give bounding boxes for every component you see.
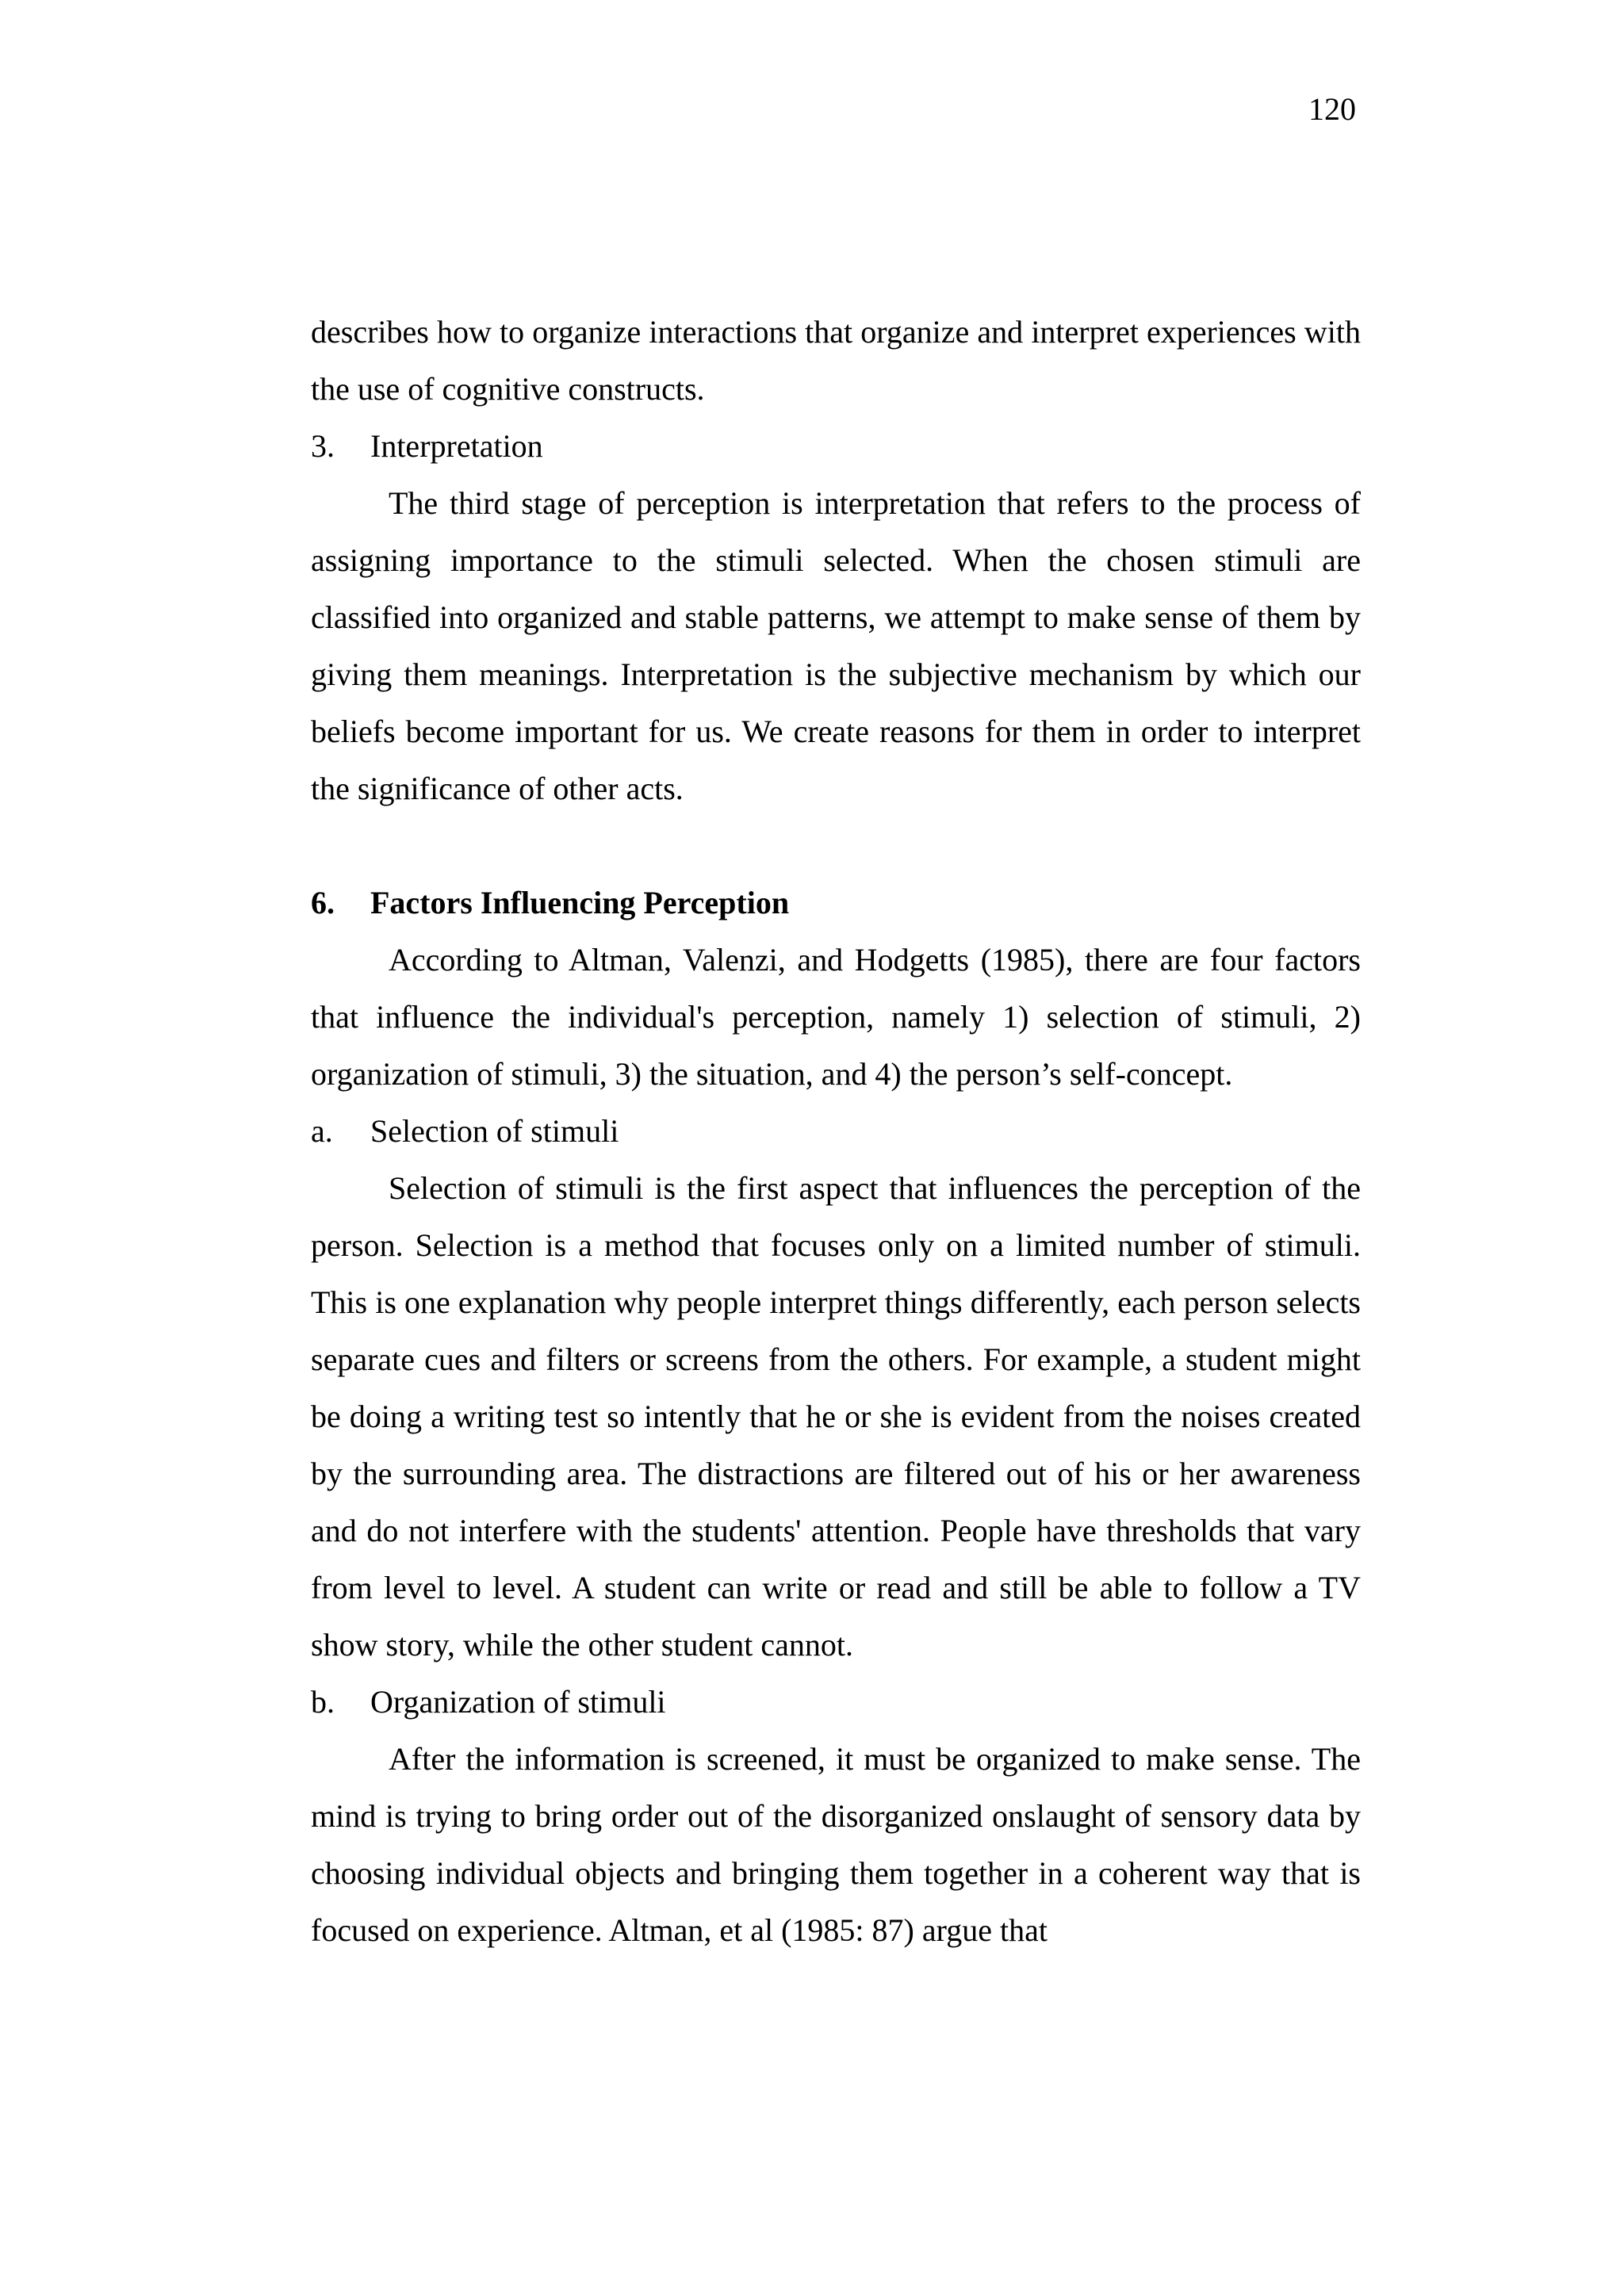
page-number: 120 (1308, 91, 1356, 127)
section-number: 6. (311, 885, 335, 920)
interpretation-paragraph: The third stage of perception is interpretation that refers to the process of assigning importance to the stimuli selected. When the chosen stimuli are classified into organized and stable patterns, we attempt to make sense of them by giving them meanings. Interpretation is the subjective mechanism by which our beliefs become important for us. We create reasons for them in order to interpret the significance of other acts. (311, 485, 1361, 806)
selection-paragraph: Selection of stimuli is the first aspect that influences the perception of the person. Selection is a method that focuses only on a limited number of stimuli. This is one explanation why people interpret things differently, each person selects separate cues and filters or screens from the others. For example, a student might be doing a writing test so intently that he or she is evident from the noises created by the surrounding area. The distractions are filtered out of his or her awareness and do not interfere with the students' attention. People have thresholds that vary from level to level. A student can write or read and still be able to follow a TV show story, while the other student cannot. (311, 1170, 1361, 1663)
page-body (311, 304, 1361, 1959)
list-item-interpretation (311, 418, 1361, 475)
list-item-title: Selection of stimuli (370, 1113, 619, 1149)
section-title: Factors Influencing Perception (370, 885, 790, 920)
organization-paragraph: After the information is screened, it must be organized to make sense. The mind is trying to bring order out of the disorganized onslaught of sensory data by choosing individual objects and bringing them together in a coherent way that is focused on experience. Altman, et al (1985: 87) argue that (311, 1741, 1361, 1948)
list-item-title: Organization of stimuli (370, 1684, 666, 1720)
factors-paragraph: According to Altman, Valenzi, and Hodgetts (1985), there are four factors that influence the individual's perception, namely 1) selection of stimuli, 2) organization of stimuli, 3) the situation, and 4) the person’s self-concept. (311, 942, 1361, 1092)
list-item-selection (311, 1103, 1361, 1160)
list-item-organization (311, 1674, 1361, 1731)
list-marker: 3. (311, 428, 335, 464)
section-heading (311, 874, 1361, 932)
list-item-title: Interpretation (370, 428, 543, 464)
list-marker: b. (311, 1684, 335, 1720)
continuation-paragraph: describes how to organize interactions that organize and interpret experiences with the use of cognitive constructs. (311, 314, 1361, 407)
list-marker: a. (311, 1113, 333, 1149)
